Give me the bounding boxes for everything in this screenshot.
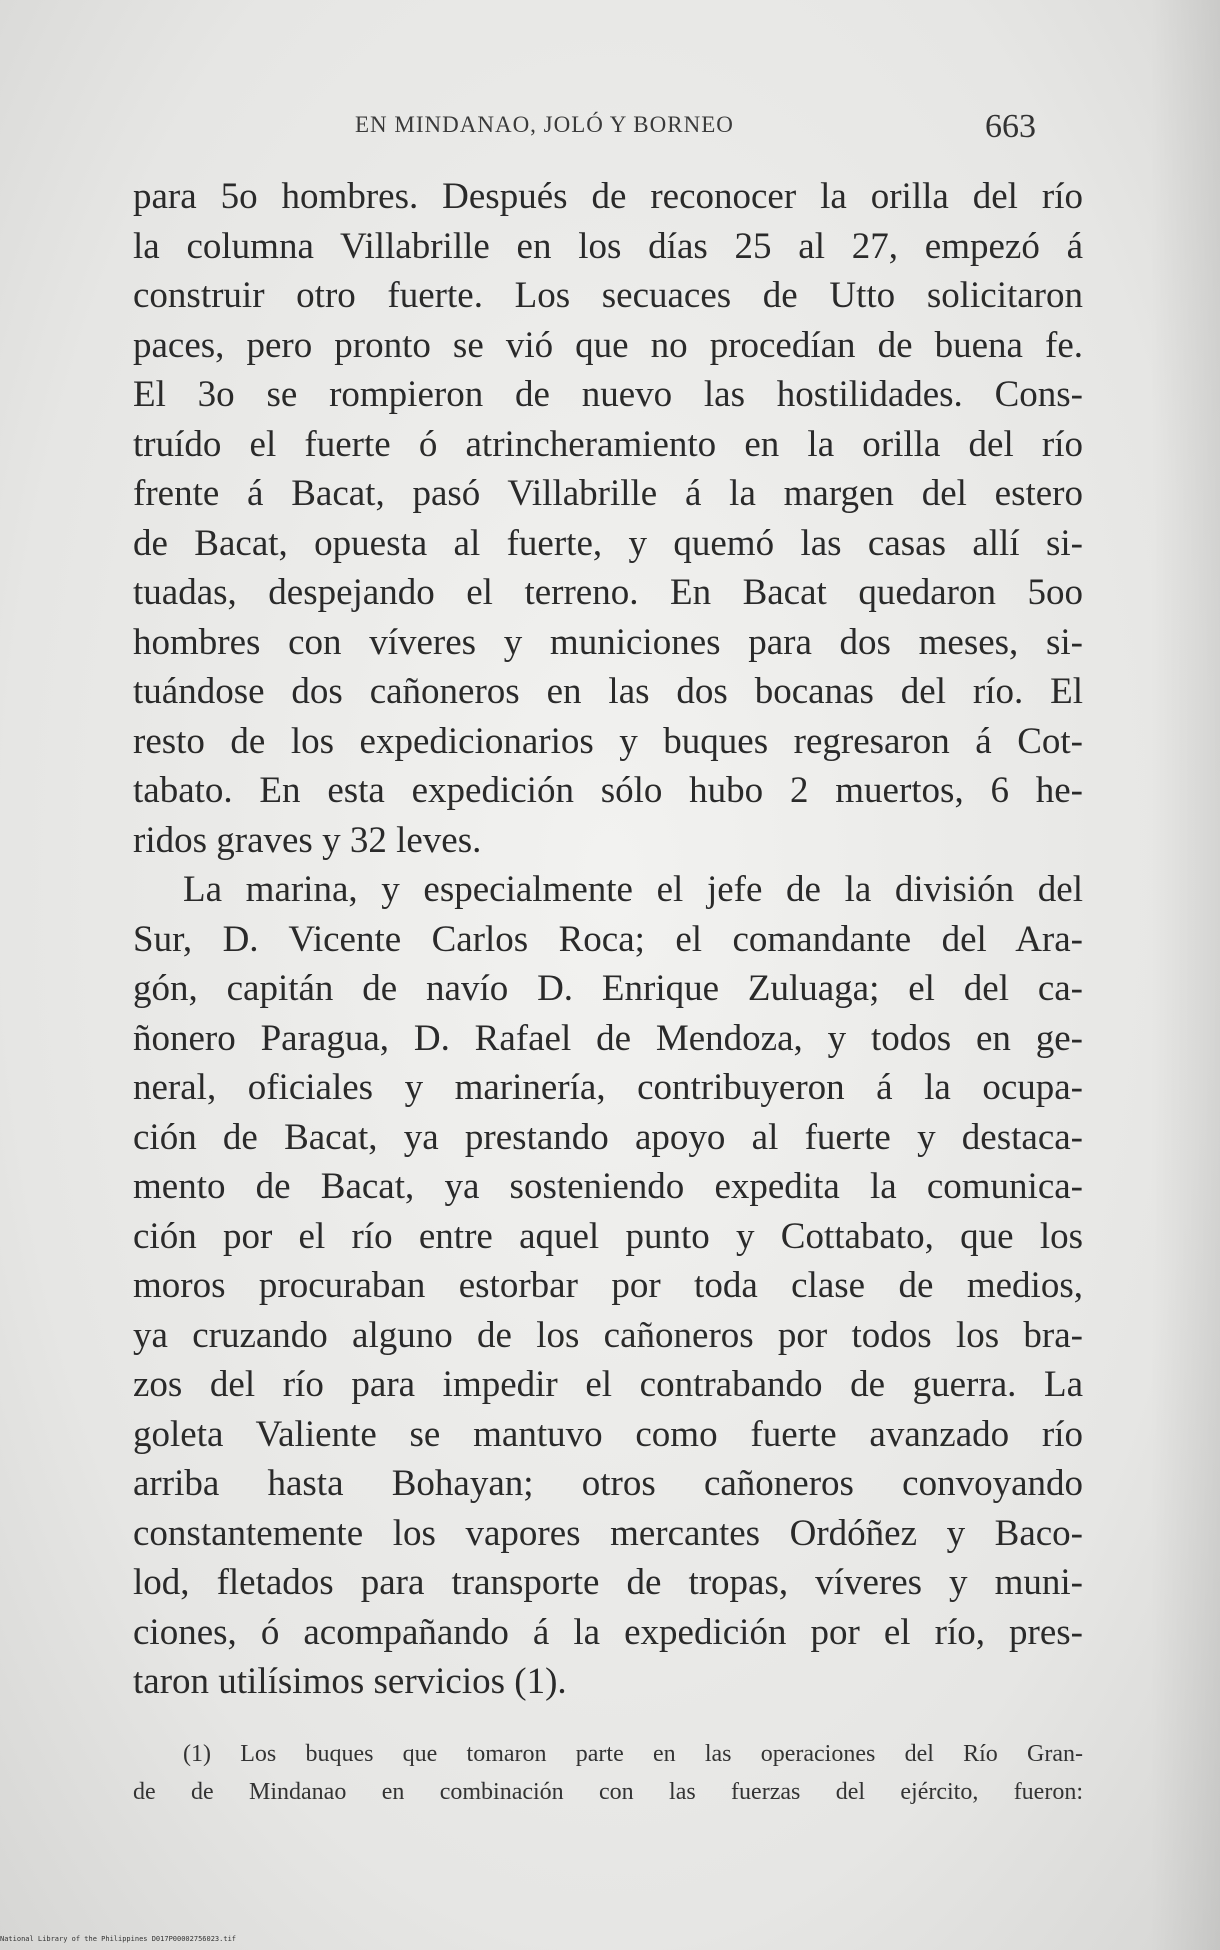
text-line: mento de Bacat, ya sosteniendo expedita la comunica- (133, 1166, 1083, 1207)
text-line: goleta Valiente se mantuvo como fuerte avanzado río (133, 1413, 1083, 1455)
text-line: tabato. En esta expedición sólo hubo 2 muertos, 6 he- (133, 770, 1083, 811)
page-edge-shadow (1150, 0, 1220, 1950)
text-line: ción por el río entre aquel punto y Cottabato, que los (133, 1215, 1083, 1257)
text-line: paces, pero pronto se vió que no procedían de buena fe. (133, 324, 1083, 366)
text-line: moros procuraban estorbar por toda clase de medios, (133, 1265, 1083, 1306)
text-line: truído el fuerte ó atrincheramiento en la orilla del río (133, 423, 1083, 465)
text-line: constantemente los vapores mercantes Ordóñez y Baco- (133, 1512, 1083, 1554)
text-line: ción de Bacat, ya prestando apoyo al fuerte y destaca- (133, 1116, 1083, 1158)
footnote-line: (1) Los buques que tomaron parte en las operaciones del Río Gran- (183, 1741, 1083, 1767)
text-line: gón, capitán de navío D. Enrique Zuluaga; el del ca- (133, 968, 1083, 1009)
text-line: para 5o hombres. Después de reconocer la orilla del río (133, 176, 1083, 217)
body-text (133, 172, 1083, 1707)
text-line: frente á Bacat, pasó Villabrille á la margen del estero (133, 473, 1083, 514)
text-line: arriba hasta Bohayan; otros cañoneros convoyando (133, 1463, 1083, 1504)
text-line: ciones, ó acompañando á la expedición por el río, pres- (133, 1611, 1083, 1653)
text-line: neral, oficiales y marinería, contribuyeron á la ocupa- (133, 1067, 1083, 1108)
text-line: lod, fletados para transporte de tropas, víveres y muni- (133, 1562, 1083, 1603)
scan-footer: National Library of the Philippines D017P00002756023.tif (0, 1935, 237, 1943)
text-line: resto de los expedicionarios y buques regresaron á Cot- (133, 720, 1083, 762)
footnote (133, 1735, 1083, 1811)
text-line: La marina, y especialmente el jefe de la división del (183, 869, 1083, 910)
text-line: taron utilísimos servicios (1). (133, 1661, 567, 1702)
text-line: ya cruzando alguno de los cañoneros por todos los bra- (133, 1314, 1083, 1356)
text-line: la columna Villabrille en los días 25 al 27, empezó á (133, 225, 1083, 267)
page-number: 663 (985, 108, 1036, 145)
text-line: Sur, D. Vicente Carlos Roca; el comandante del Ara- (133, 918, 1083, 960)
footnote-line: de de Mindanao en combinación con las fuerzas del ejército, fueron: (133, 1779, 1083, 1805)
text-line: zos del río para impedir el contrabando de guerra. La (133, 1364, 1083, 1405)
text-line: tuándose dos cañoneros en las dos bocanas del río. El (133, 671, 1083, 712)
text-line: hombres con víveres y municiones para dos meses, si- (133, 621, 1083, 663)
text-line: ridos graves y 32 leves. (133, 819, 482, 861)
text-line: de Bacat, opuesta al fuerte, y quemó las casas allí si- (133, 522, 1083, 564)
text-line: El 3o se rompieron de nuevo las hostilidades. Cons- (133, 374, 1083, 415)
text-line: tuadas, despejando el terreno. En Bacat quedaron 5oo (133, 572, 1083, 613)
text-line: construir otro fuerte. Los secuaces de Utto solicitaron (133, 275, 1083, 316)
running-title: EN MINDANAO, JOLÓ Y BORNEO (355, 112, 734, 137)
text-line: ñonero Paragua, D. Rafael de Mendoza, y todos en ge- (133, 1017, 1083, 1059)
